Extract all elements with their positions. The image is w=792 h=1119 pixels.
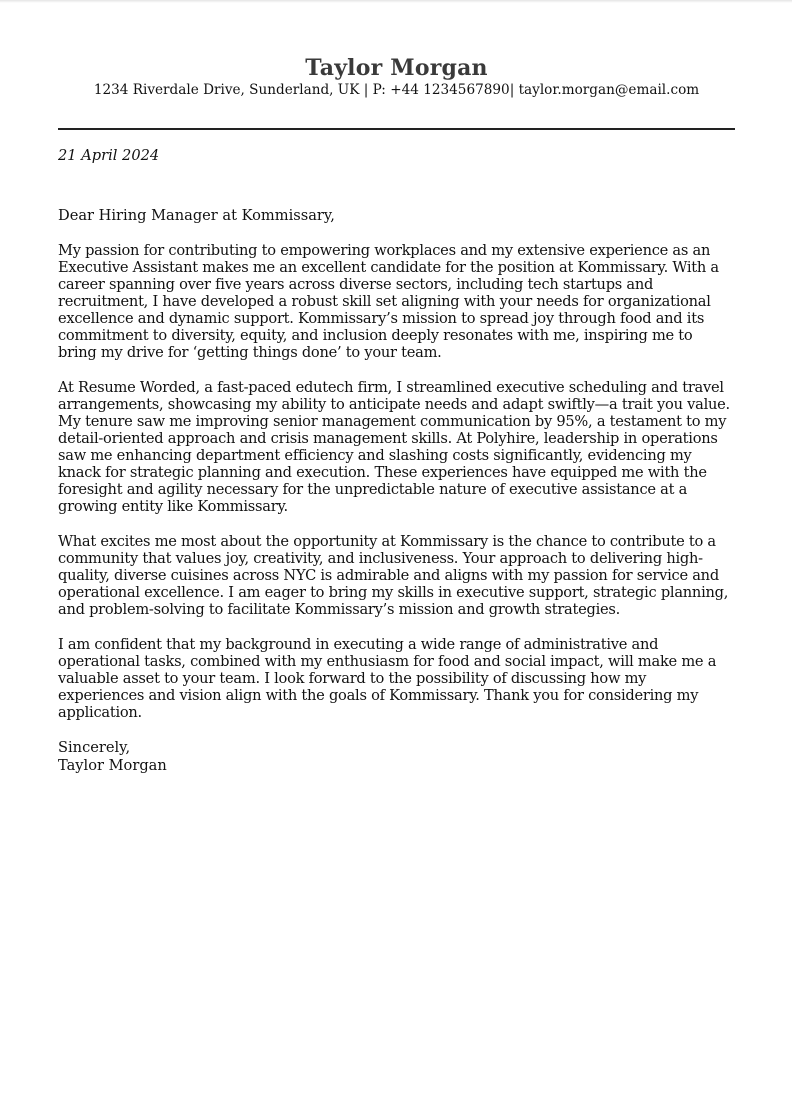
page-top-edge: [0, 0, 792, 3]
body-paragraph-3: What excites me most about the opportunity at Kommissary is the chance to contribute to a community that values joy, creativity, and inclusiveness. Your approach to delivering high-quality, diverse cuisines across NYC is admirable and aligns with my passion for service and operational excellence. I am eager to bring my skills in executive support, strategic planning, and problem-solving to facilitate Kommissary’s mission and growth strategies.: [58, 533, 729, 618]
body-paragraph-1: My passion for contributing to empowering workplaces and my extensive experience as an Executive Assistant makes me an excellent candidate for the position at Kommissary. With a career spanning over five years across diverse sectors, including tech startups and recruitment, I have developed a robust skill set aligning with your needs for organizational excellence and dynamic support. Kommissary’s mission to spread joy through food and its commitment to diversity, equity, and inclusion deeply resonates with me, inspiring me to bring my drive for ‘getting things done’ to your team.: [58, 242, 719, 361]
signature-name: Taylor Morgan: [58, 757, 167, 774]
salutation: Dear Hiring Manager at Kommissary,: [58, 207, 335, 224]
body-paragraph-4: I am confident that my background in executing a wide range of administrative and operational tasks, combined with my enthusiasm for food and social impact, will make me a valuable asset to your team. I look forward to the possibility of discussing how my experiences and vision align with the goals of Kommissary. Thank you for considering my application.: [58, 636, 717, 721]
applicant-name: Taylor Morgan: [305, 55, 488, 81]
closing-phrase: Sincerely,: [58, 739, 131, 756]
contact-line: 1234 Riverdale Drive, Sunderland, UK | P: +44 1234567890| taylor.morgan@email.com: [93, 82, 700, 98]
closing-block: [58, 739, 735, 775]
header-divider: [58, 128, 735, 130]
letter-date: 21 April 2024: [58, 147, 160, 164]
cover-letter-page: [58, 55, 735, 775]
body-paragraph-2: At Resume Worded, a fast-paced edutech firm, I streamlined executive scheduling and travel arrangements, showcasing my ability to anticipate needs and adapt swiftly—a trait you value. My tenure saw me improving senior management communication by 95%, a testament to my detail-oriented approach and crisis management skills. At Polyhire, leadership in operations saw me enhancing department efficiency and slashing costs significantly, evidencing my knack for strategic planning and execution. These experiences have equipped me with the foresight and agility necessary for the unpredictable nature of executive assistance at a growing entity like Kommissary.: [58, 379, 730, 515]
